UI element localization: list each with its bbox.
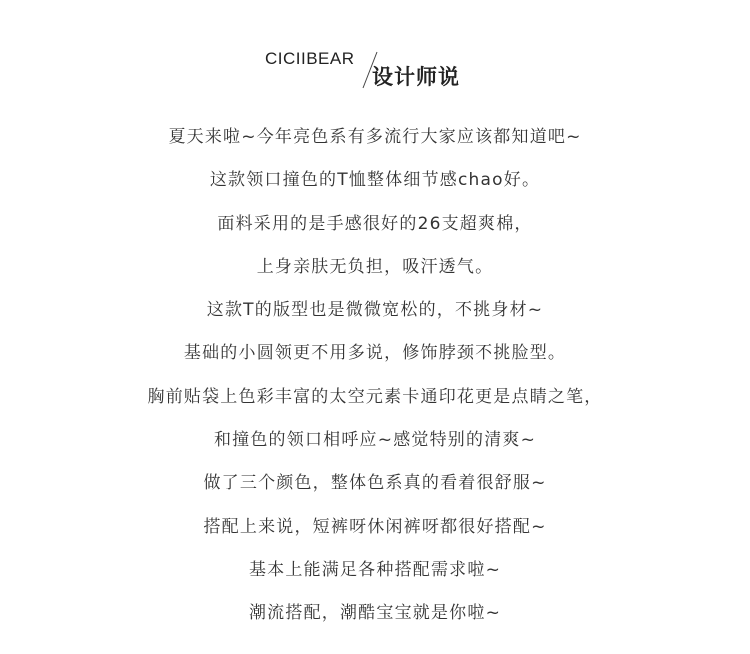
description-line: 上身亲肤无负担，吸汗透气。: [256, 256, 494, 277]
description-line: 基础的小圆领更不用多说，修饰脖颈不挑脸型。: [183, 343, 567, 364]
description-line: 搭配上来说，短裤呀休闲裤呀都很好搭配~: [203, 516, 547, 537]
description-line: 面料采用的是手感很好的26支超爽棉，: [217, 213, 533, 234]
section-header: [0, 44, 750, 94]
description-line: 基本上能满足各种搭配需求啦~: [248, 559, 502, 580]
description-line: 做了三个颜色，整体色系真的看着很舒服~: [203, 473, 547, 494]
description-line: 胸前贴袋上色彩丰富的太空元素卡通印花更是点睛之笔，: [147, 386, 603, 407]
description-line: 夏天来啦~今年亮色系有多流行大家应该都知道吧~: [168, 127, 582, 147]
section-title: 设计师说: [372, 65, 460, 89]
designer-description: [0, 116, 750, 636]
description-line: 这款领口撞色的T恤整体细节感chao好。: [209, 170, 541, 191]
description-line: 潮流搭配，潮酷宝宝就是你啦~: [248, 603, 502, 624]
description-line: 这款T的版型也是微微宽松的，不挑身材~: [206, 300, 544, 321]
description-line: 和撞色的领口相呼应~感觉特别的清爽~: [213, 430, 537, 451]
brand-name: CICIIBEAR: [265, 49, 355, 68]
